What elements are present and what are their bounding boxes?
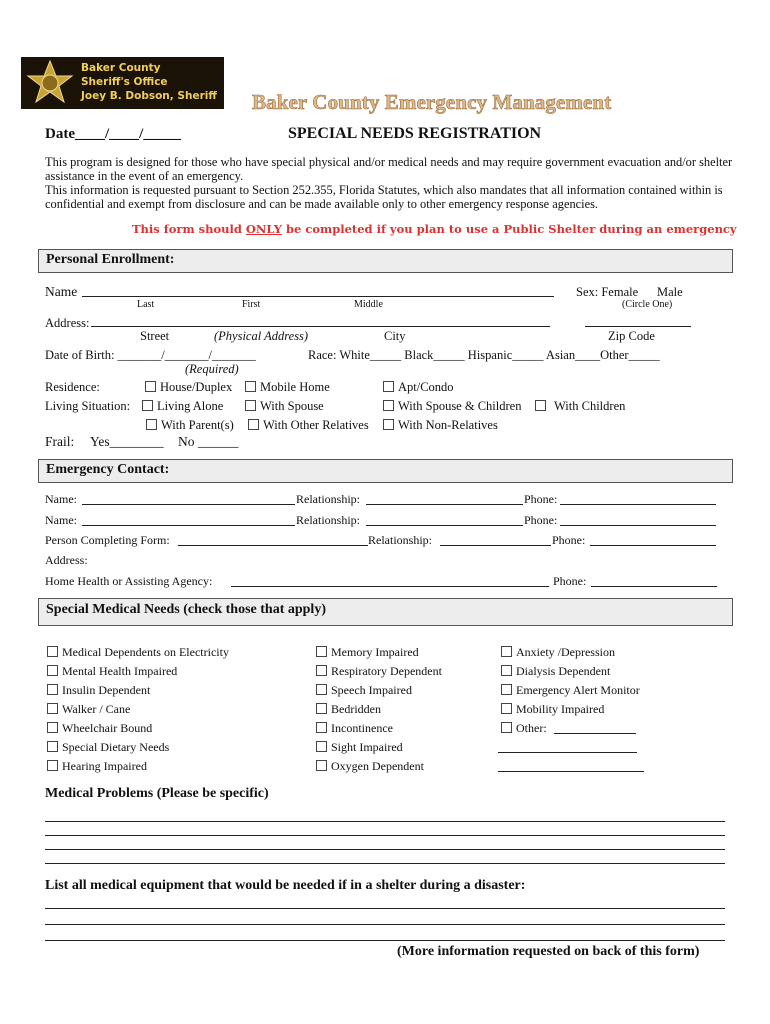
residence-house-option[interactable] — [145, 380, 232, 395]
checkbox-icon[interactable] — [316, 646, 327, 657]
personal-enrollment-header — [38, 249, 733, 273]
medical-problems-line-4[interactable] — [45, 863, 725, 864]
dob-field[interactable]: Date of Birth: _______/_______/_______ — [45, 348, 256, 362]
equipment-line-2[interactable] — [45, 924, 725, 925]
need-bedridden[interactable] — [316, 702, 381, 717]
with-non-relatives-option[interactable] — [383, 418, 498, 433]
need-speech[interactable] — [316, 683, 412, 698]
checkbox-icon[interactable] — [47, 665, 58, 676]
residence-house-label: House/Duplex — [160, 380, 233, 394]
name-label: Name — [45, 284, 78, 299]
checkbox-icon[interactable] — [501, 684, 512, 695]
contact2-relationship-line[interactable] — [366, 525, 523, 526]
contact-address-label: Address: — [45, 553, 88, 567]
need-label: Insulin Dependent — [62, 683, 151, 697]
home-health-line[interactable] — [231, 586, 549, 587]
need-label: Anxiety /Depression — [516, 645, 615, 659]
contact2-name-line[interactable] — [82, 525, 295, 526]
warning-before: This form should — [132, 222, 246, 236]
person-relationship-label: Relationship: — [368, 533, 432, 547]
logo-line-3: Joey B. Dobson, Sheriff — [81, 90, 217, 102]
with-parents-option[interactable] — [146, 418, 234, 433]
home-health-phone-label: Phone: — [553, 574, 587, 588]
person-completing-label: Person Completing Form: — [45, 533, 170, 547]
residence-mobile-label: Mobile Home — [260, 380, 330, 394]
form-title: SPECIAL NEEDS REGISTRATION — [288, 125, 542, 142]
need-label: Memory Impaired — [331, 645, 419, 659]
back-of-form-note: (More information requested on back of this form) — [397, 944, 700, 959]
address-label: Address: — [45, 316, 90, 330]
need-oxygen[interactable] — [316, 759, 424, 774]
need-sight[interactable] — [316, 740, 403, 755]
living-situation-label: Living Situation: — [45, 399, 131, 413]
contact1-phone-label: Phone: — [524, 492, 558, 506]
person-completing-line[interactable] — [178, 545, 368, 546]
zip-sub: Zip Code — [608, 329, 655, 343]
need-other[interactable] — [501, 721, 547, 736]
checkbox-icon[interactable] — [316, 722, 327, 733]
checkbox-icon[interactable] — [383, 381, 394, 392]
checkbox-icon[interactable] — [248, 419, 259, 430]
need-label: Dialysis Dependent — [516, 664, 611, 678]
need-label: Sight Impaired — [331, 740, 403, 754]
with-spouse-children-option[interactable] — [383, 399, 521, 414]
name-sub-last: Last — [137, 299, 155, 310]
checkbox-icon[interactable] — [47, 760, 58, 771]
contact2-phone-line[interactable] — [560, 525, 716, 526]
page-title: Baker County Emergency Management — [252, 90, 612, 114]
need-dietary[interactable] — [47, 740, 169, 755]
with-other-relatives-option[interactable] — [248, 418, 369, 433]
need-label: Medical Dependents on Electricity — [62, 645, 229, 659]
checkbox-icon[interactable] — [383, 400, 394, 411]
home-health-label: Home Health or Assisting Agency: — [45, 574, 213, 588]
race-field[interactable]: Race: White_____ Black_____ Hispanic_____ Asian____Other_____ — [308, 348, 660, 362]
with-other-relatives-label: With Other Relatives — [263, 418, 369, 432]
emergency-contact-header — [38, 459, 733, 483]
need-label: Speech Impaired — [331, 683, 412, 697]
need-respiratory[interactable] — [316, 664, 442, 679]
need-memory[interactable] — [316, 645, 419, 660]
physical-address-sub: (Physical Address) — [214, 329, 309, 343]
need-label: Respiratory Dependent — [331, 664, 442, 678]
medical-needs-header — [38, 598, 733, 626]
checkbox-icon[interactable] — [383, 419, 394, 430]
frail-yes[interactable]: Yes________ — [90, 434, 164, 449]
shelter-warning — [132, 222, 737, 236]
residence-mobile-option[interactable] — [245, 380, 330, 395]
checkbox-icon[interactable] — [501, 665, 512, 676]
person-phone-label: Phone: — [552, 533, 586, 547]
need-label: Bedridden — [331, 702, 381, 716]
name-sub-middle: Middle — [354, 299, 383, 310]
sex-label[interactable]: Sex: Female — [576, 285, 639, 299]
contact2-name-label: Name: — [45, 513, 77, 527]
circle-one-note: (Circle One) — [622, 299, 673, 310]
date-field[interactable]: Date____/____/_____ — [45, 126, 181, 142]
medical-problems-heading: Medical Problems (Please be specific) — [45, 786, 269, 801]
checkbox-icon[interactable] — [47, 741, 58, 752]
need-label: Incontinence — [331, 721, 393, 735]
with-spouse-option[interactable] — [245, 399, 324, 414]
checkbox-icon[interactable] — [145, 381, 156, 392]
checkbox-icon[interactable] — [316, 760, 327, 771]
sheriff-logo — [21, 57, 224, 109]
home-health-phone-line[interactable] — [591, 586, 717, 587]
need-insulin[interactable] — [47, 683, 150, 698]
medical-problems-line-1[interactable] — [45, 821, 725, 822]
other-input-line-2[interactable] — [498, 752, 637, 753]
checkbox-icon[interactable] — [316, 741, 327, 752]
person-phone-line[interactable] — [590, 545, 716, 546]
contact2-relationship-label: Relationship: — [296, 513, 360, 527]
need-wheelchair[interactable] — [47, 721, 152, 736]
medical-needs-heading: Special Medical Needs (check those that apply) — [46, 602, 326, 617]
with-parents-label: With Parent(s) — [161, 418, 234, 432]
contact1-name-line[interactable] — [82, 504, 295, 505]
frail-label: Frail: — [45, 434, 75, 449]
need-label: Special Dietary Needs — [62, 740, 170, 754]
person-relationship-line[interactable] — [440, 545, 551, 546]
checkbox-icon[interactable] — [245, 400, 256, 411]
contact1-name-label: Name: — [45, 492, 77, 506]
with-spouse-children-label: With Spouse & Children — [398, 399, 522, 413]
need-anxiety[interactable] — [501, 645, 615, 660]
need-alert-monitor[interactable] — [501, 683, 640, 698]
frail-no[interactable]: No ______ — [178, 434, 239, 449]
emergency-contact-heading: Emergency Contact: — [46, 462, 170, 477]
need-label: Wheelchair Bound — [62, 721, 153, 735]
equipment-heading: List all medical equipment that would be needed if in a shelter during a disaster: — [45, 878, 526, 893]
need-label: Other: — [516, 721, 547, 735]
with-spouse-label: With Spouse — [260, 399, 324, 413]
need-mental-health[interactable] — [47, 664, 177, 679]
sex-male[interactable]: Male — [657, 285, 683, 299]
checkbox-icon[interactable] — [47, 722, 58, 733]
checkbox-icon[interactable] — [501, 703, 512, 714]
city-sub: City — [384, 329, 406, 343]
other-input-line-1[interactable] — [554, 733, 636, 734]
name-input-line[interactable] — [82, 296, 554, 297]
need-label: Hearing Impaired — [62, 759, 147, 773]
contact1-relationship-label: Relationship: — [296, 492, 360, 506]
logo-line-1: Baker County — [81, 62, 161, 74]
checkbox-icon[interactable] — [535, 400, 546, 411]
checkbox-icon[interactable] — [501, 722, 512, 733]
checkbox-icon[interactable] — [316, 665, 327, 676]
need-walker[interactable] — [47, 702, 130, 717]
need-label: Mental Health Impaired — [62, 664, 178, 678]
street-sub: Street — [140, 329, 170, 343]
checkbox-icon[interactable] — [245, 381, 256, 392]
intro-paragraph-2: This information is requested pursuant to Section 252.355, Florida Statutes, which also mandates that all information contained within is confidential and exempt from disclosure and can be made available only to other emergency response agencies. — [45, 183, 723, 212]
with-non-relatives-label: With Non-Relatives — [398, 418, 498, 432]
other-input-line-3[interactable] — [498, 771, 644, 772]
equipment-line-1[interactable] — [45, 908, 725, 909]
with-children-label: With Children — [554, 399, 626, 413]
need-label: Emergency Alert Monitor — [516, 683, 640, 697]
equipment-line-3[interactable] — [45, 940, 725, 941]
need-hearing[interactable] — [47, 759, 147, 774]
residence-apt-label: Apt/Condo — [398, 380, 454, 394]
checkbox-icon[interactable] — [501, 646, 512, 657]
need-dialysis[interactable] — [501, 664, 610, 679]
need-label: Walker / Cane — [62, 702, 131, 716]
logo-text — [81, 61, 217, 103]
checkbox-icon[interactable] — [47, 646, 58, 657]
with-children-option[interactable] — [535, 399, 625, 414]
logo-line-2: Sheriff's Office — [81, 76, 168, 88]
medical-problems-line-3[interactable] — [45, 849, 725, 850]
checkbox-icon[interactable] — [146, 419, 157, 430]
warning-emphasis: ONLY — [245, 222, 282, 236]
warning-after: be completed if you plan to use a Public Shelter during an emergency — [282, 222, 737, 236]
address-input-line[interactable] — [91, 326, 550, 327]
name-sub-first: First — [242, 299, 261, 310]
contact2-phone-label: Phone: — [524, 513, 558, 527]
contact1-relationship-line[interactable] — [366, 504, 523, 505]
checkbox-icon[interactable] — [316, 684, 327, 695]
medical-problems-line-2[interactable] — [45, 835, 725, 836]
need-label: Oxygen Dependent — [331, 759, 424, 773]
residence-apt-option[interactable] — [383, 380, 454, 395]
need-label: Mobility Impaired — [516, 702, 605, 716]
checkbox-icon[interactable] — [142, 400, 153, 411]
checkbox-icon[interactable] — [47, 684, 58, 695]
need-electricity[interactable] — [47, 645, 229, 660]
intro-paragraph-1: This program is designed for those who have special physical and/or medical needs and may require government evacuation and/or shelter assistance in the event of an emergency. — [45, 155, 733, 184]
living-alone-label: Living Alone — [157, 399, 224, 413]
dob-required: (Required) — [185, 362, 239, 376]
need-mobility[interactable] — [501, 702, 604, 717]
zip-input-line[interactable] — [585, 326, 691, 327]
residence-label: Residence: — [45, 380, 100, 394]
sheriff-star-icon — [25, 59, 75, 107]
checkbox-icon[interactable] — [316, 703, 327, 714]
checkbox-icon[interactable] — [47, 703, 58, 714]
contact1-phone-line[interactable] — [560, 504, 716, 505]
personal-enrollment-heading: Personal Enrollment: — [46, 252, 175, 267]
living-alone-option[interactable] — [142, 399, 223, 414]
need-incontinence[interactable] — [316, 721, 393, 736]
